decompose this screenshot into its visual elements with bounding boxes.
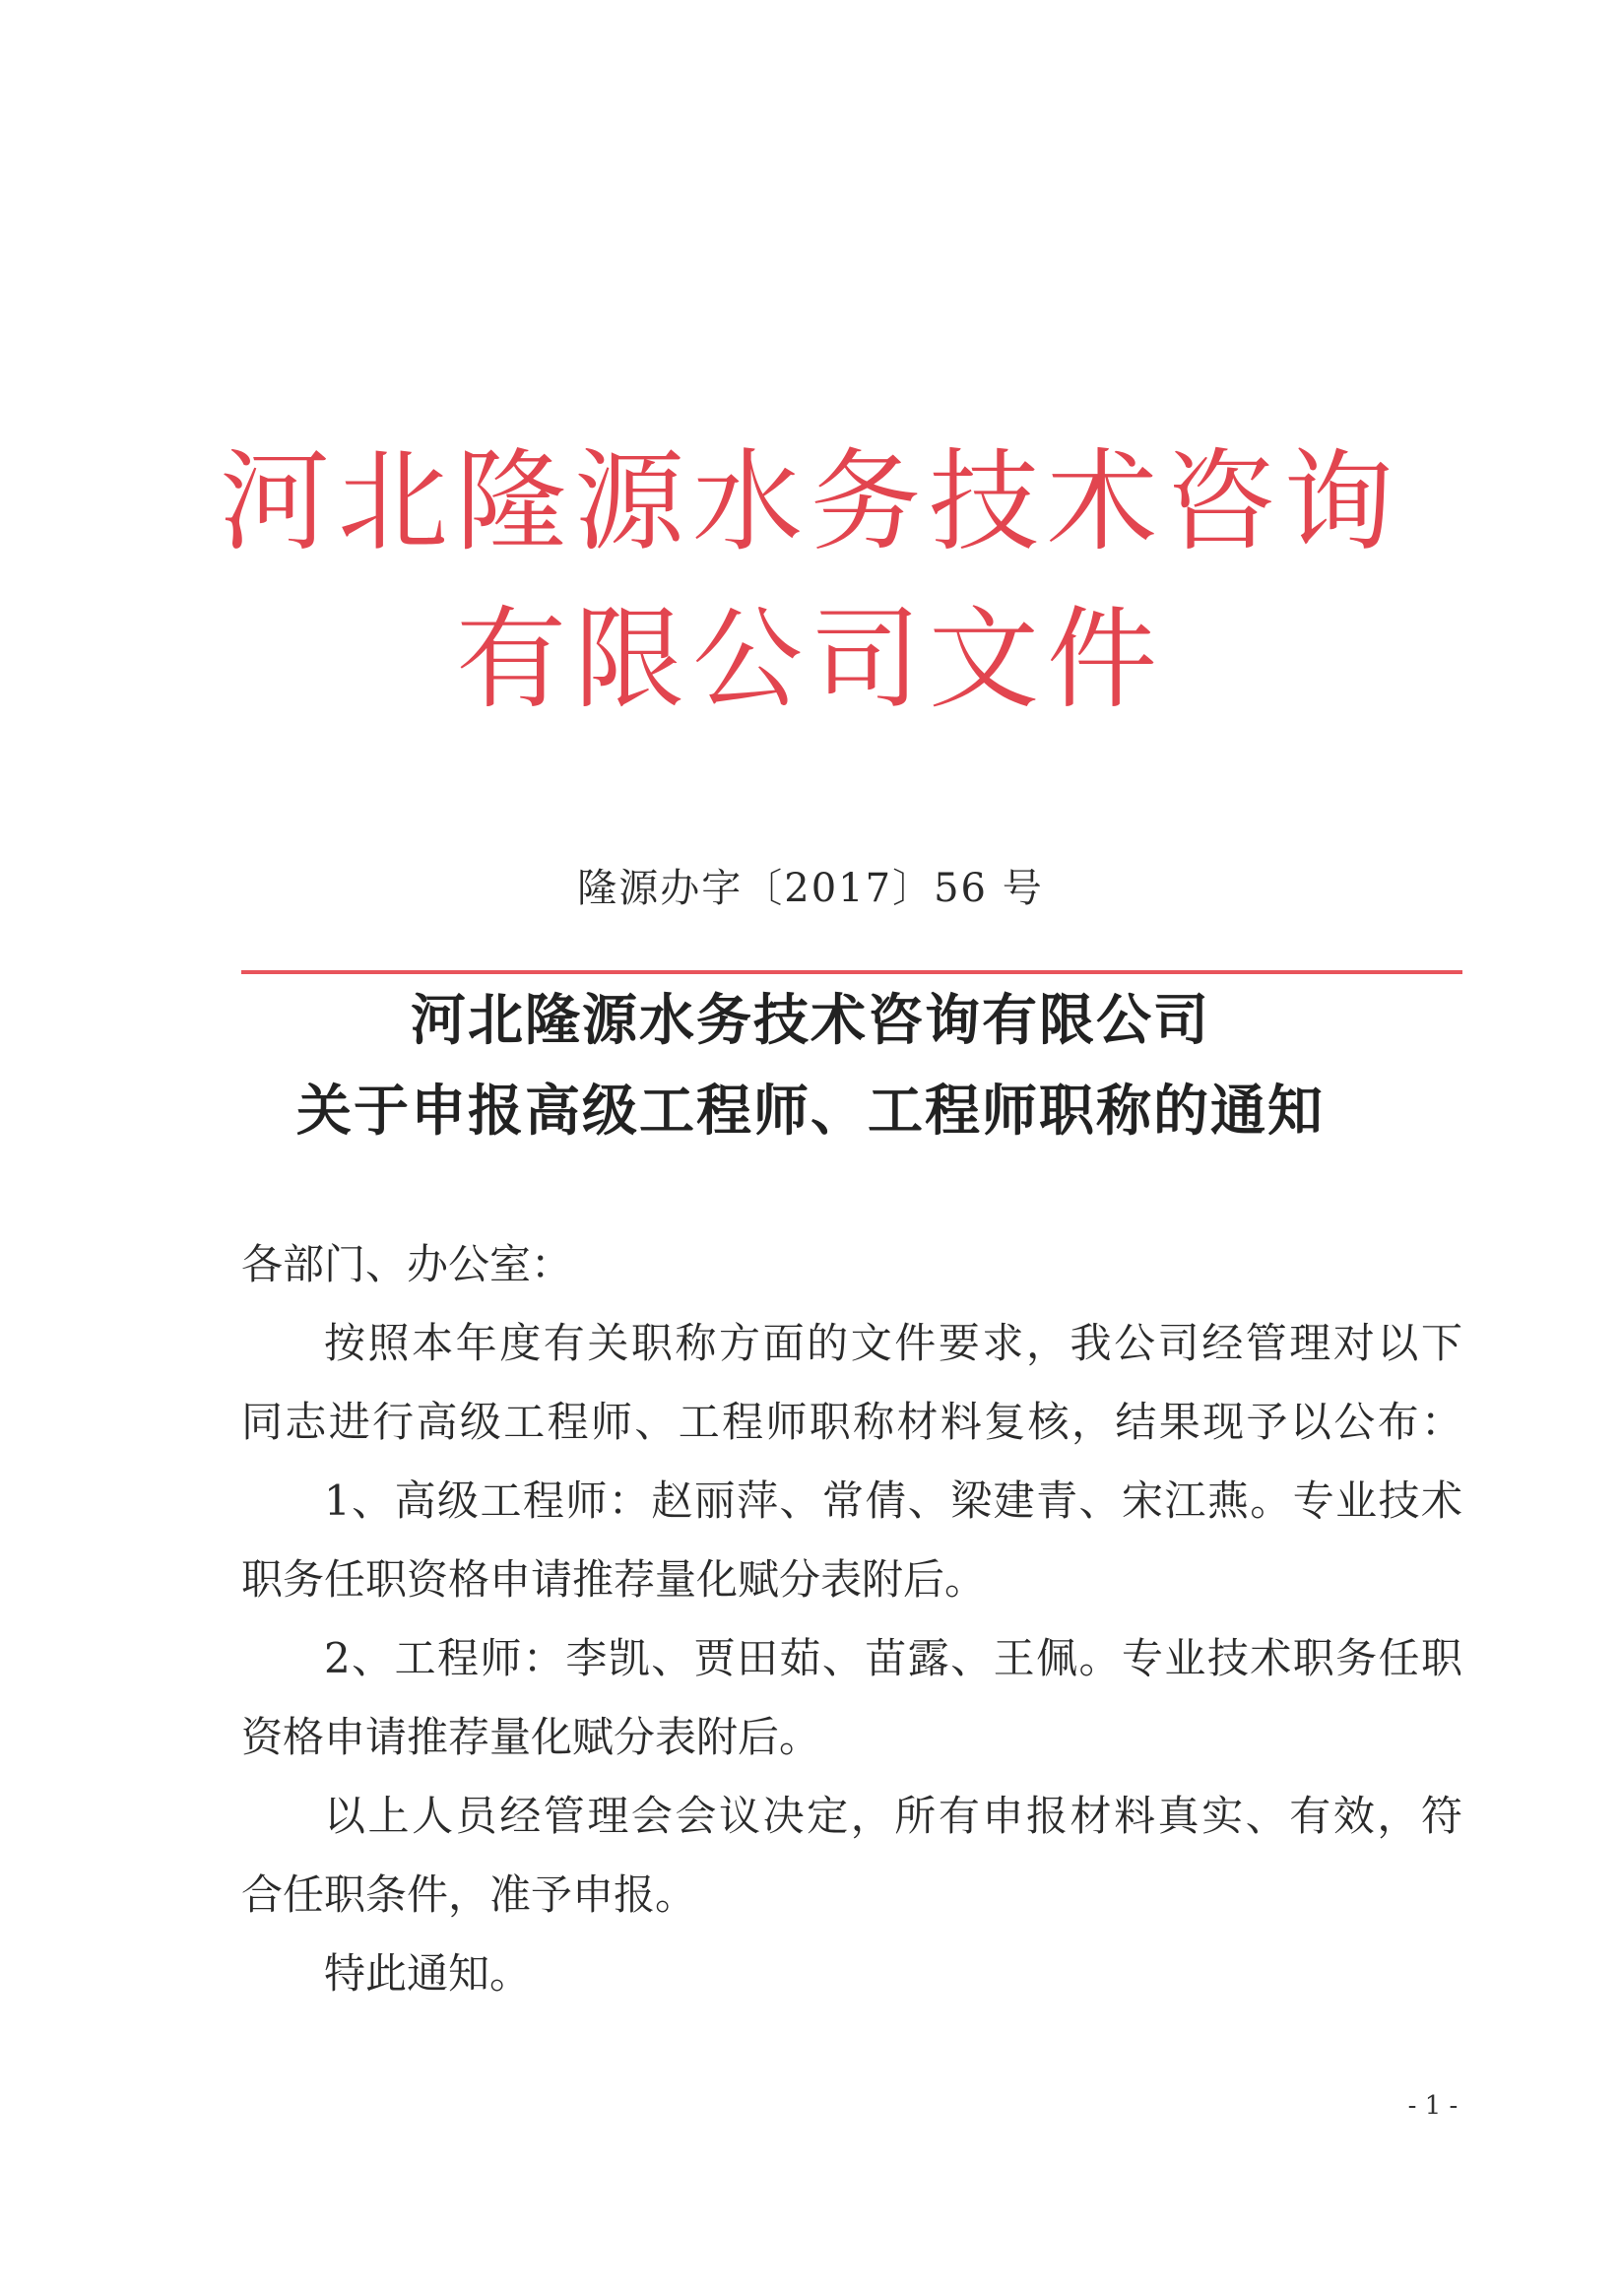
body-line: 资格申请推荐量化赋分表附后。 (241, 1713, 821, 1761)
body-line: 职务任职资格申请推荐量化赋分表附后。 (241, 1555, 987, 1604)
masthead-line-1: 河北隆源水务技术咨询 (220, 438, 1401, 566)
notice-body (241, 1225, 1462, 2013)
body-line: 按照本年度有关职称方面的文件要求，我公司经管理对以下 (324, 1319, 1462, 1367)
page-number: - 1 - (1407, 2091, 1459, 2121)
notice-title-line-2: 关于申报高级工程师、工程师职称的通知 (296, 1079, 1325, 1144)
body-line: 合任职条件，准予申报。 (241, 1870, 697, 1919)
document-number: 隆源办字〔2017〕56 号 (577, 866, 1044, 911)
salutation: 各部门、办公室： (241, 1240, 573, 1288)
masthead-line-2: 有限公司文件 (456, 596, 1165, 724)
closing-line: 特此通知。 (324, 1949, 532, 1998)
red-separator-rule (241, 970, 1462, 974)
body-line: 以上人员经管理会会议决定，所有申报材料真实、有效，符 (324, 1792, 1462, 1840)
body-line: 1、高级工程师：赵丽萍、常倩、梁建青、宋江燕。专业技术 (324, 1476, 1462, 1525)
body-line: 同志进行高级工程师、工程师职称材料复核，结果现予以公布： (241, 1398, 1462, 1446)
body-line: 2、工程师：李凯、贾田茹、苗露、王佩。专业技术职务任职 (324, 1634, 1462, 1682)
notice-title-line-1: 河北隆源水务技术咨询有限公司 (411, 988, 1210, 1053)
